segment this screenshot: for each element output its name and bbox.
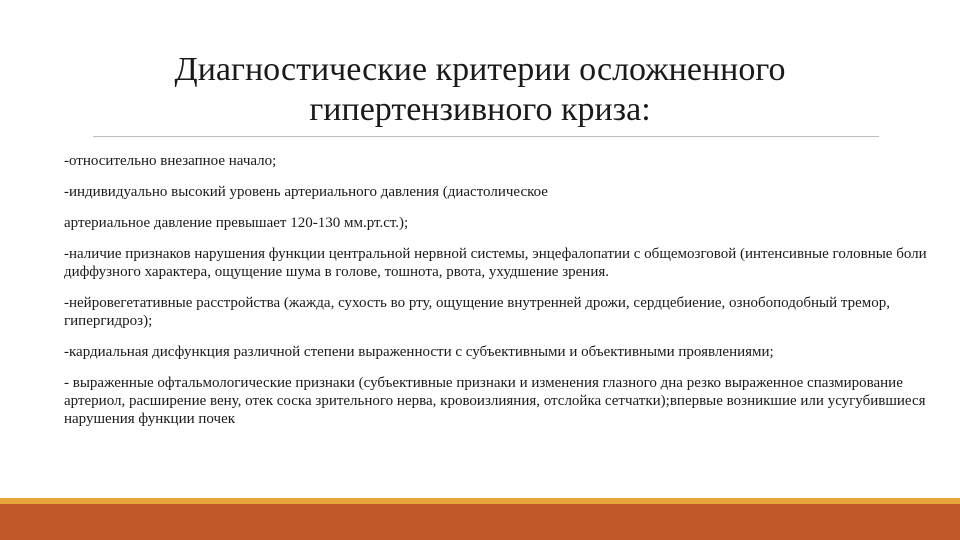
criterion-sudden-onset: -относительно внезапное начало; (64, 153, 277, 169)
title-line-2: гипертензивного криза: (309, 91, 651, 128)
criterion-cns-signs: -наличие признаков нарушения функции центральной нервной системы, энцефалопатии с общемозговой (интенсивные головные боли диффузного характера, ощущение шума в голове, тошнота, рвота, ухудшение зрения. (64, 246, 927, 280)
criterion-diastolic-value: артериальное давление превышает 120-130 мм.рт.ст.); (64, 215, 409, 231)
criterion-neurovegetative: -нейровегетативные расстройства (жажда, сухость во рту, ощущение внутренней дрожи, сердцебиение, ознобоподобный тремор, гипергидроз); (64, 295, 891, 329)
title-divider (93, 136, 879, 137)
criterion-cardiac: -кардиальная дисфункция различной степени выраженности с субъективными и объективными проявлениями; (64, 344, 774, 360)
criterion-high-pressure: -индивидуально высокий уровень артериального давления (диастолическое (64, 184, 548, 200)
title-line-1: Диагностические критерии осложненного (174, 51, 786, 88)
slide-title (60, 50, 900, 130)
criterion-ophthalmologic: - выраженные офтальмологические признаки (субъективные признаки и изменения глазного дна резко выраженное спазмирование артериол, расширение вену, отек соска зрительного нерва, кровоизлияния, отслойка сетчатки);впервые возникшие или усугубившиеся нарушения функции почек (64, 375, 926, 427)
footer-bar (0, 504, 960, 540)
slide-content (64, 152, 944, 428)
